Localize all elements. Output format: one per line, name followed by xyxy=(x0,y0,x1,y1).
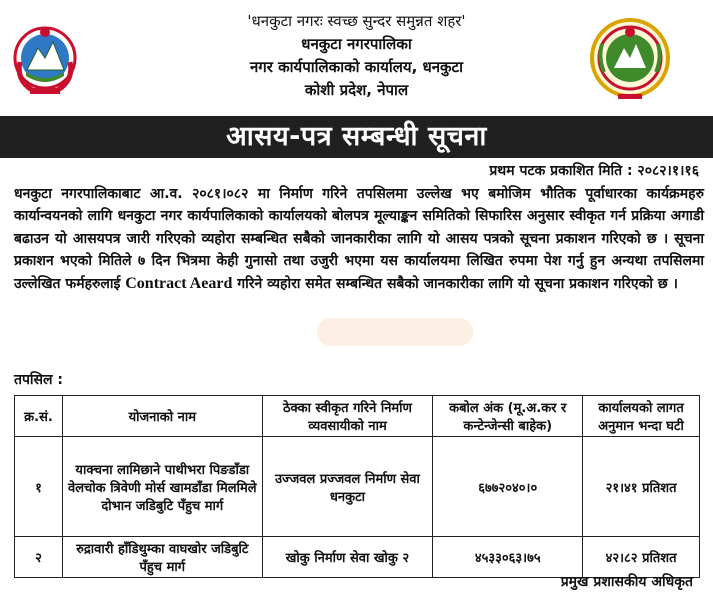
watermark-logo-icon xyxy=(315,312,475,352)
notice-text-part-1: धनकुटा नगरपालिकाबाट आ.व. २०८१।०८२ मा निर्माण गरिने तपसिलमा उल्लेख भए बमोजिम भौतिक पूर्वाधारका कार्यक्रमहरु कार्यान्वयनको लागि धनकुटा नगर कार्यपालिकाको कार्यालयको बोलपत्र मूल्याङ्कन समितिको सिफारिस अनुसार स्वीकृत गर्न प्रक्रिया अगाडी बढाउन यो आसयपत्र जारी गरिएको व्यहोरा सम्बन्धित सबैको जानकारीका लागि यो आसय पत्रको सूचना प्रकाशन गरिएको छ । सूचना प्रकाशन भएको मितिले ७ दिन भित्रमा केही गुनासो तथा उजुरी भएमा यस कार्यालयमा लिखित रुपमा पेश गर्नु हुन अन्यथा तपसिलमा उल्लेखित फर्महरुलाई xyxy=(14,186,704,292)
notice-body xyxy=(14,183,704,295)
cell-below-estimate: ४२।८२ प्रतिशत xyxy=(583,537,700,578)
header-bid-amount: कबोल अंक (मू.अ.कर र कन्टेन्जेन्सी बाहेक) xyxy=(433,396,583,437)
contractor-details-table xyxy=(14,395,700,578)
notice-text-part-2: गरिने व्यहोरा समेत सम्बन्धित सबैको जानकारीका लागि यो सूचना प्रकाशन गरिएको छ । xyxy=(237,275,678,292)
table-header-row xyxy=(15,396,700,437)
publication-date: २०८२।१।१६ xyxy=(637,163,699,179)
cell-serial-number: २ xyxy=(15,537,63,578)
cell-below-estimate: २१।४१ प्रतिशत xyxy=(583,437,700,537)
contract-award-phrase: Contract Aeard xyxy=(125,274,233,292)
table-row xyxy=(15,437,700,537)
province-line: कोशी प्रदेश, नेपाल xyxy=(304,81,409,99)
cell-project-name: रुद्रावारी हाँडिथुम्का वाघखोर जडिबुटि पँहुच मार्ग xyxy=(62,537,262,578)
publication-date-line xyxy=(489,161,699,180)
cell-bid-amount: ६७७२०४०।० xyxy=(433,437,583,537)
cell-contractor: उज्जवल प्रज्जवल निर्माण सेवा धनकुटा xyxy=(262,437,433,537)
header-serial-number: क्र.सं. xyxy=(15,396,63,437)
notice-title: आसय-पत्र सम्बन्धी सूचना xyxy=(0,116,713,158)
cell-bid-amount: ४५३३०६३।७५ xyxy=(433,537,583,578)
letterhead xyxy=(0,0,713,118)
municipality-name: धनकुटा नगरपालिका xyxy=(301,35,412,53)
header-below-estimate: कार्यालयको लागत अनुमान भन्दा घटी xyxy=(583,396,700,437)
cell-contractor: खोकु निर्माण सेवा खोकु २ xyxy=(262,537,433,578)
details-label: तपसिल : xyxy=(14,372,63,388)
dhankuta-municipality-logo-icon xyxy=(588,14,672,104)
publication-date-label: प्रथम पटक प्रकाशित मिति : xyxy=(489,163,633,179)
office-name: नगर कार्यपालिकाको कार्यालय, धनकुटा xyxy=(249,58,464,76)
header-contractor: ठेक्का स्वीकृत गरिने निर्माण व्यवसायीको नाम xyxy=(262,396,433,437)
municipal-slogan: 'धनकुटा नगरः स्वच्छ सुन्दर समुन्नत शहर' xyxy=(247,12,466,30)
cell-serial-number: १ xyxy=(15,437,63,537)
header-project-name: योजनाको नाम xyxy=(62,396,262,437)
cell-project-name: याक्चना लामिछाने पाथीभरा पिङडाँडा वेलचोक त्रिवेणी मोर्स खामडाँडा मिलमिले दोभान जडिबुटि पँहुच मार्ग xyxy=(62,437,262,537)
signatory: प्रमुख प्रशासकीय अधिकृत xyxy=(560,574,693,590)
